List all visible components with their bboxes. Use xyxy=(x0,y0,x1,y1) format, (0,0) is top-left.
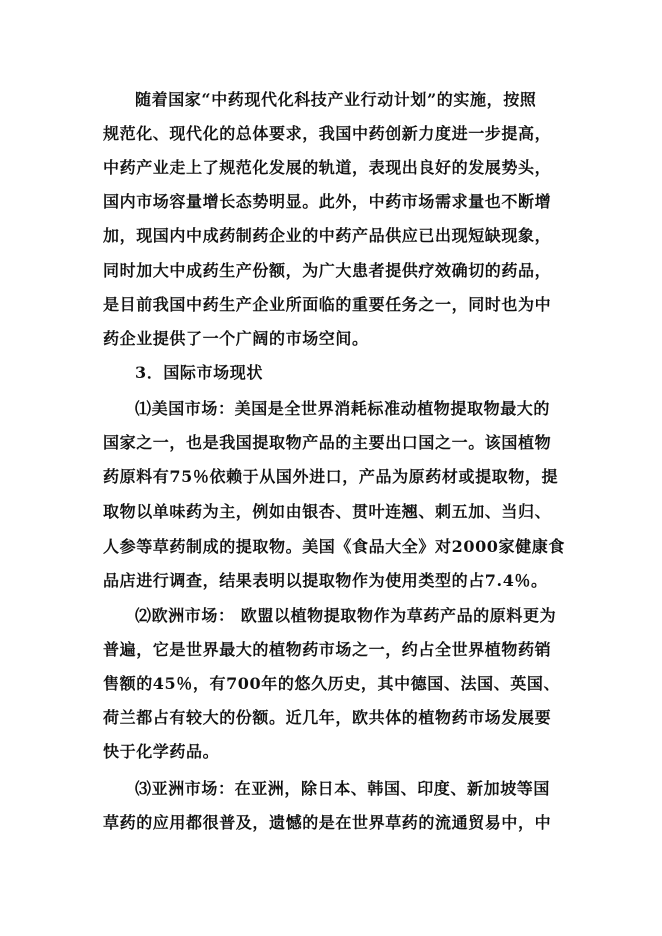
text-line: 国内市场容量增长态势明显。此外，中药市场需求量也不断增 xyxy=(103,192,552,211)
text-line: 售额的45％，有700年的悠久历史，其中德国、法国、英国、 xyxy=(103,674,561,693)
section-heading: 3．国际市场现状 xyxy=(135,363,263,382)
text-line: ⑶亚洲市场：在亚洲，除日本、韩国、印度、新加坡等国 xyxy=(135,779,551,798)
text-line: 药原料有75％依赖于从国外进口，产品为原药材或提取物，提 xyxy=(103,467,559,486)
text-line: ⑴美国市场：美国是全世界消耗标准动植物提取物最大的 xyxy=(135,399,551,418)
text-line: 人参等草药制成的提取物。美国《食品大全》对2000家健康食 xyxy=(103,537,565,556)
text-line: 随着国家“中药现代化科技产业行动计划”的实施，按照 xyxy=(135,90,537,109)
text-line: 草药的应用都很普及，遗憾的是在世界草药的流通贸易中，中 xyxy=(103,813,552,832)
text-line: ⑵欧洲市场： 欧盟以植物提取物作为草药产品的原料更为 xyxy=(135,606,557,625)
text-line: 中药产业走上了规范化发展的轨道，表现出良好的发展势头， xyxy=(103,158,552,177)
text-line: 规范化、现代化的总体要求，我国中药创新力度进一步提高， xyxy=(103,124,552,143)
text-line: 快于化学药品。 xyxy=(103,742,220,761)
text-line: 国家之一，也是我国提取物产品的主要出口国之一。该国植物 xyxy=(103,433,552,452)
text-line: 取物以单味药为主，例如由银杏、贯叶连翘、刺五加、当归、 xyxy=(103,502,552,521)
text-line: 是目前我国中药生产企业所面临的重要任务之一，同时也为中 xyxy=(103,295,552,314)
text-line: 药企业提供了一个广阔的市场空间。 xyxy=(103,329,369,348)
text-line: 加，现国内中成药制药企业的中药产品供应已出现短缺现象， xyxy=(103,226,552,245)
text-line: 普遍，它是世界最大的植物药市场之一，约占全世界植物药销 xyxy=(103,640,552,659)
text-line: 品店进行调查，结果表明以提取物作为使用类型的占7.4％。 xyxy=(103,571,548,590)
text-line: 同时加大中成药生产份额，为广大患者提供疗效确切的药品， xyxy=(103,261,552,280)
text-line: 荷兰都占有较大的份额。近几年，欧共体的植物药市场发展要 xyxy=(103,708,552,727)
